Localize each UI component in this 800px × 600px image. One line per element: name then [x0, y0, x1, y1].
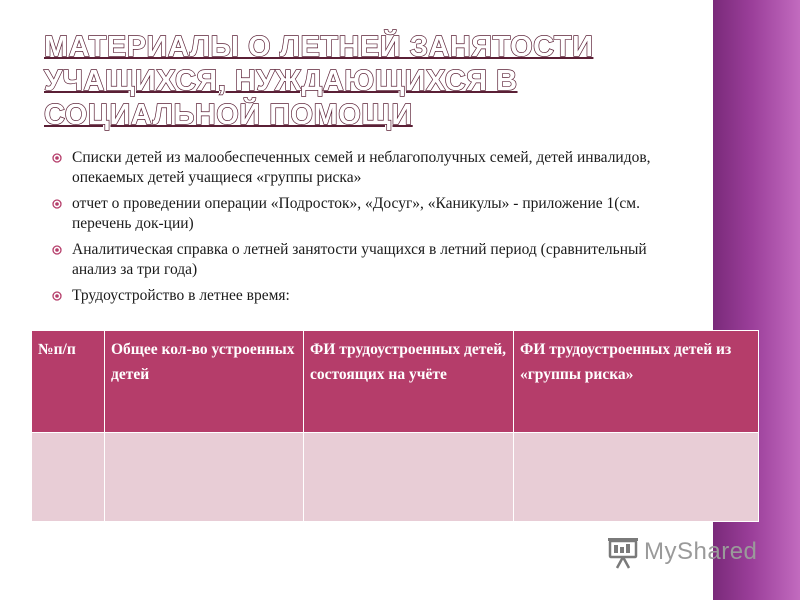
myshared-logo: [606, 536, 766, 572]
bullet-item: [50, 148, 660, 188]
logo-text: MyShared: [644, 538, 758, 565]
bullet-text: Аналитическая справка о летней занятости учащихся в летний период (сравнительный анализ за три года): [72, 241, 647, 278]
bullet-text: Списки детей из малообеспеченных семей и неблагополучных семей, детей инвалидов, опекаемых детей учащиеся «группы риска»: [72, 149, 651, 186]
column-header-registered: ФИ трудоустроенных детей, состоящих на учёте: [304, 331, 514, 433]
bullet-item: [50, 194, 660, 234]
bullet-text: отчет о проведении операции «Подросток», «Досуг», «Каникулы» - приложение 1(см. перечень док-ции): [72, 195, 640, 232]
table-header-row: [32, 331, 759, 433]
column-header-number: №п/п: [32, 331, 105, 433]
circle-bullet-icon: [52, 199, 62, 209]
column-header-total: Общее кол-во устроенных детей: [105, 331, 304, 433]
table-cell: [514, 433, 759, 522]
column-header-risk-group: ФИ трудоустроенных детей из «группы риска»: [514, 331, 759, 433]
bullet-list: [50, 148, 660, 312]
circle-bullet-icon: [52, 153, 62, 163]
table-row: [32, 433, 759, 522]
presentation-board-icon: [606, 536, 640, 570]
table-cell: [304, 433, 514, 522]
employment-table: [31, 330, 759, 522]
bullet-item: [50, 240, 660, 280]
circle-bullet-icon: [52, 245, 62, 255]
slide-title: МАТЕРИАЛЫ О ЛЕТНЕЙ ЗАНЯТОСТИ УЧАЩИХСЯ, НУЖДАЮЩИХСЯ В СОЦИАЛЬНОЙ ПОМОЩИ: [44, 31, 594, 131]
table-cell: [32, 433, 105, 522]
bullet-item: [50, 286, 660, 306]
circle-bullet-icon: [52, 291, 62, 301]
table-cell: [105, 433, 304, 522]
bullet-text: Трудоустройство в летнее время:: [72, 287, 290, 304]
